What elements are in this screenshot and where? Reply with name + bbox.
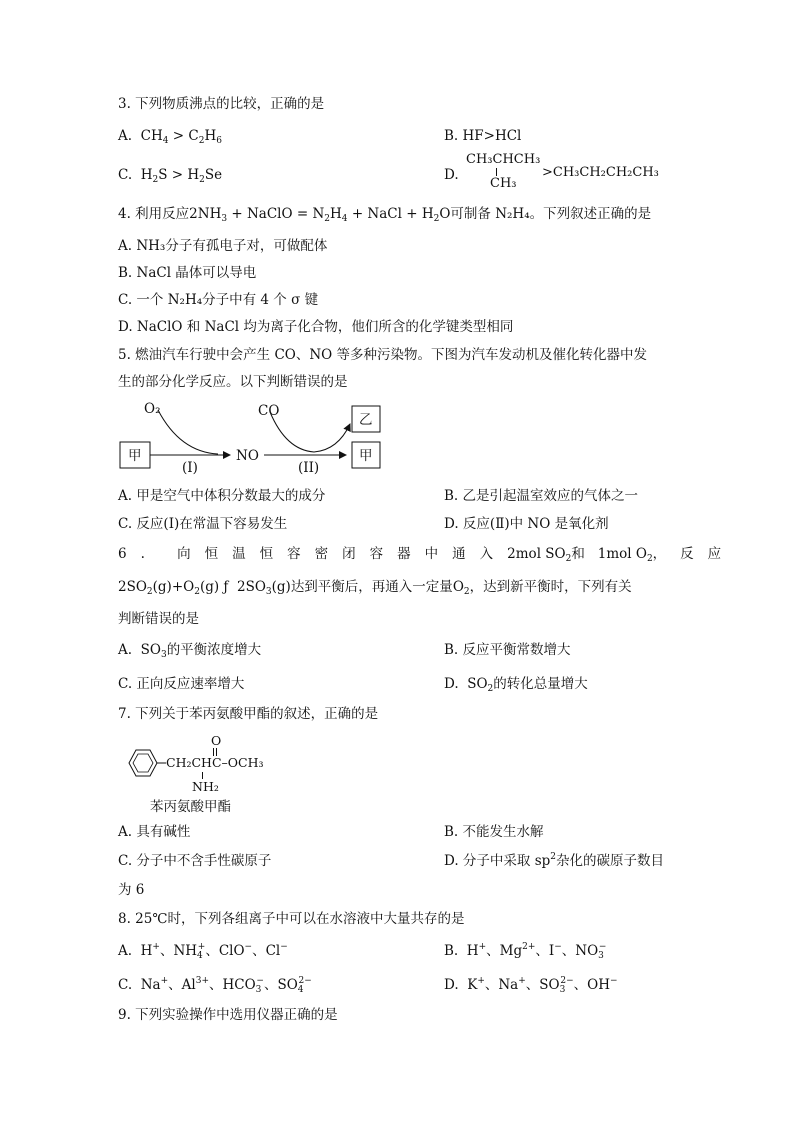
q5-stem-line1: 5. 燃油汽车行驶中会产生 CO、NO 等多种污染物。下图为汽车发动机及催化转化器中发 [118, 347, 648, 363]
q7-stem: 7. 下列关于苯丙氨酸甲酯的叙述，正确的是 [118, 706, 379, 722]
label-step-1: (I) [182, 460, 198, 476]
q7-option-d-cont: 为 6 [118, 882, 145, 898]
q6-stem-line3: 判断错误的是 [118, 611, 199, 627]
struct-caption: 苯丙氨酸甲酯 [150, 799, 231, 815]
struct-o: O [211, 733, 222, 748]
q6-option-a: A. $SO_3$的平衡浓度增大 [118, 642, 262, 660]
label-jia: 甲 [128, 448, 142, 464]
q8-option-a: A. H+、$NH_4^+$、ClO−、Cl− [118, 942, 288, 961]
q8-option-b: B. H+、$Mg^{2+}$、I−、$NO_3^-$ [444, 942, 607, 961]
q6-stem-line1: 6. 向恒温恒容密闭容器中通入2mol $SO_2$和 1mol $O_2$，反应 [118, 546, 736, 564]
q5-reaction-diagram [118, 398, 398, 478]
label-co: CO [258, 403, 280, 419]
q9-stem: 9. 下列实验操作中选用仪器正确的是 [118, 1007, 338, 1023]
q4-option-c: C. 一个 N₂H₄分子中有 4 个 σ 键 [118, 292, 319, 308]
co-curve [270, 412, 350, 452]
q3-option-d-structure: CH₃CHCH₃ CH₃ >CH₃CH₂CH₂CH₃ [466, 152, 659, 191]
q8-option-d: D. K+、Na+、$SO_3^{2-}$、OH− [444, 976, 618, 995]
q4-stem: 4. 利用反应$2NH_3$ + NaClO = $N_2H_4$ + NaCl + $H_2O$可制备 N₂H₄。下列叙述正确的是 [118, 206, 652, 224]
q5-stem-line2: 生的部分化学反应。以下判断错误的是 [118, 374, 348, 390]
q5-option-d: D. 反应(Ⅱ)中 NO 是氧化剂 [444, 516, 609, 532]
q3-option-c: C. $H_2S > H_2Se$ [118, 167, 223, 185]
label-jia-2: 甲 [359, 448, 373, 464]
struct-chain: CH₂CHC–OCH₃ [166, 755, 264, 770]
label-no: NO [236, 448, 259, 464]
q8-option-c: C. Na+、$Al^{3+}$、$HCO_3^-$、$SO_4^{2-}$ [118, 976, 312, 995]
q3-option-d-label: D. [444, 167, 459, 183]
label-yi: 乙 [359, 412, 373, 428]
q5-option-b: B. 乙是引起温室效应的气体之一 [444, 488, 639, 504]
q5-option-c: C. 反应(Ⅰ)在常温下容易发生 [118, 516, 288, 532]
label-step-2: (II) [298, 460, 320, 476]
q4-option-b: B. NaCl 晶体可以导电 [118, 265, 257, 281]
q7-option-a: A. 具有碱性 [118, 824, 191, 840]
q7-option-b: B. 不能发生水解 [444, 824, 544, 840]
q3-stem: 3. 下列物质沸点的比较，正确的是 [118, 96, 325, 112]
q4-option-d: D. NaClO 和 NaCl 均为离子化合物，他们所含的化学键类型相同 [118, 319, 514, 335]
q6-option-c: C. 正向反应速率增大 [118, 676, 245, 692]
struct-nh2: NH₂ [192, 779, 219, 794]
q6-stem-line2: $2SO_2(g)+O_2(g)$ ƒ $2SO_3(g)$达到平衡后，再通入一定量$O_2$，达到新平衡时，下列有关 [118, 579, 632, 597]
q3-option-a: A. $CH_4 > C_2H_6$ [118, 128, 222, 146]
q7-structure [118, 732, 318, 822]
q8-stem: 8. 25℃时，下列各组离子中可以在水溶液中大量共存的是 [118, 911, 465, 927]
o2-curve [158, 410, 218, 454]
q5-option-a: A. 甲是空气中体积分数最大的成分 [118, 488, 326, 504]
q4-option-a: A. NH₃分子有孤电子对，可做配体 [118, 238, 328, 254]
label-o2: O₂ [144, 401, 161, 417]
q6-option-d: D. $SO_2$的转化总量增大 [444, 676, 588, 694]
q6-option-b: B. 反应平衡常数增大 [444, 642, 571, 658]
q3-option-b: B. HF>HCl [444, 128, 522, 144]
q7-option-d: D. 分子中采取 $sp^2$杂化的碳原子数目 [444, 852, 665, 869]
q7-option-c: C. 分子中不含手性碳原子 [118, 853, 272, 869]
